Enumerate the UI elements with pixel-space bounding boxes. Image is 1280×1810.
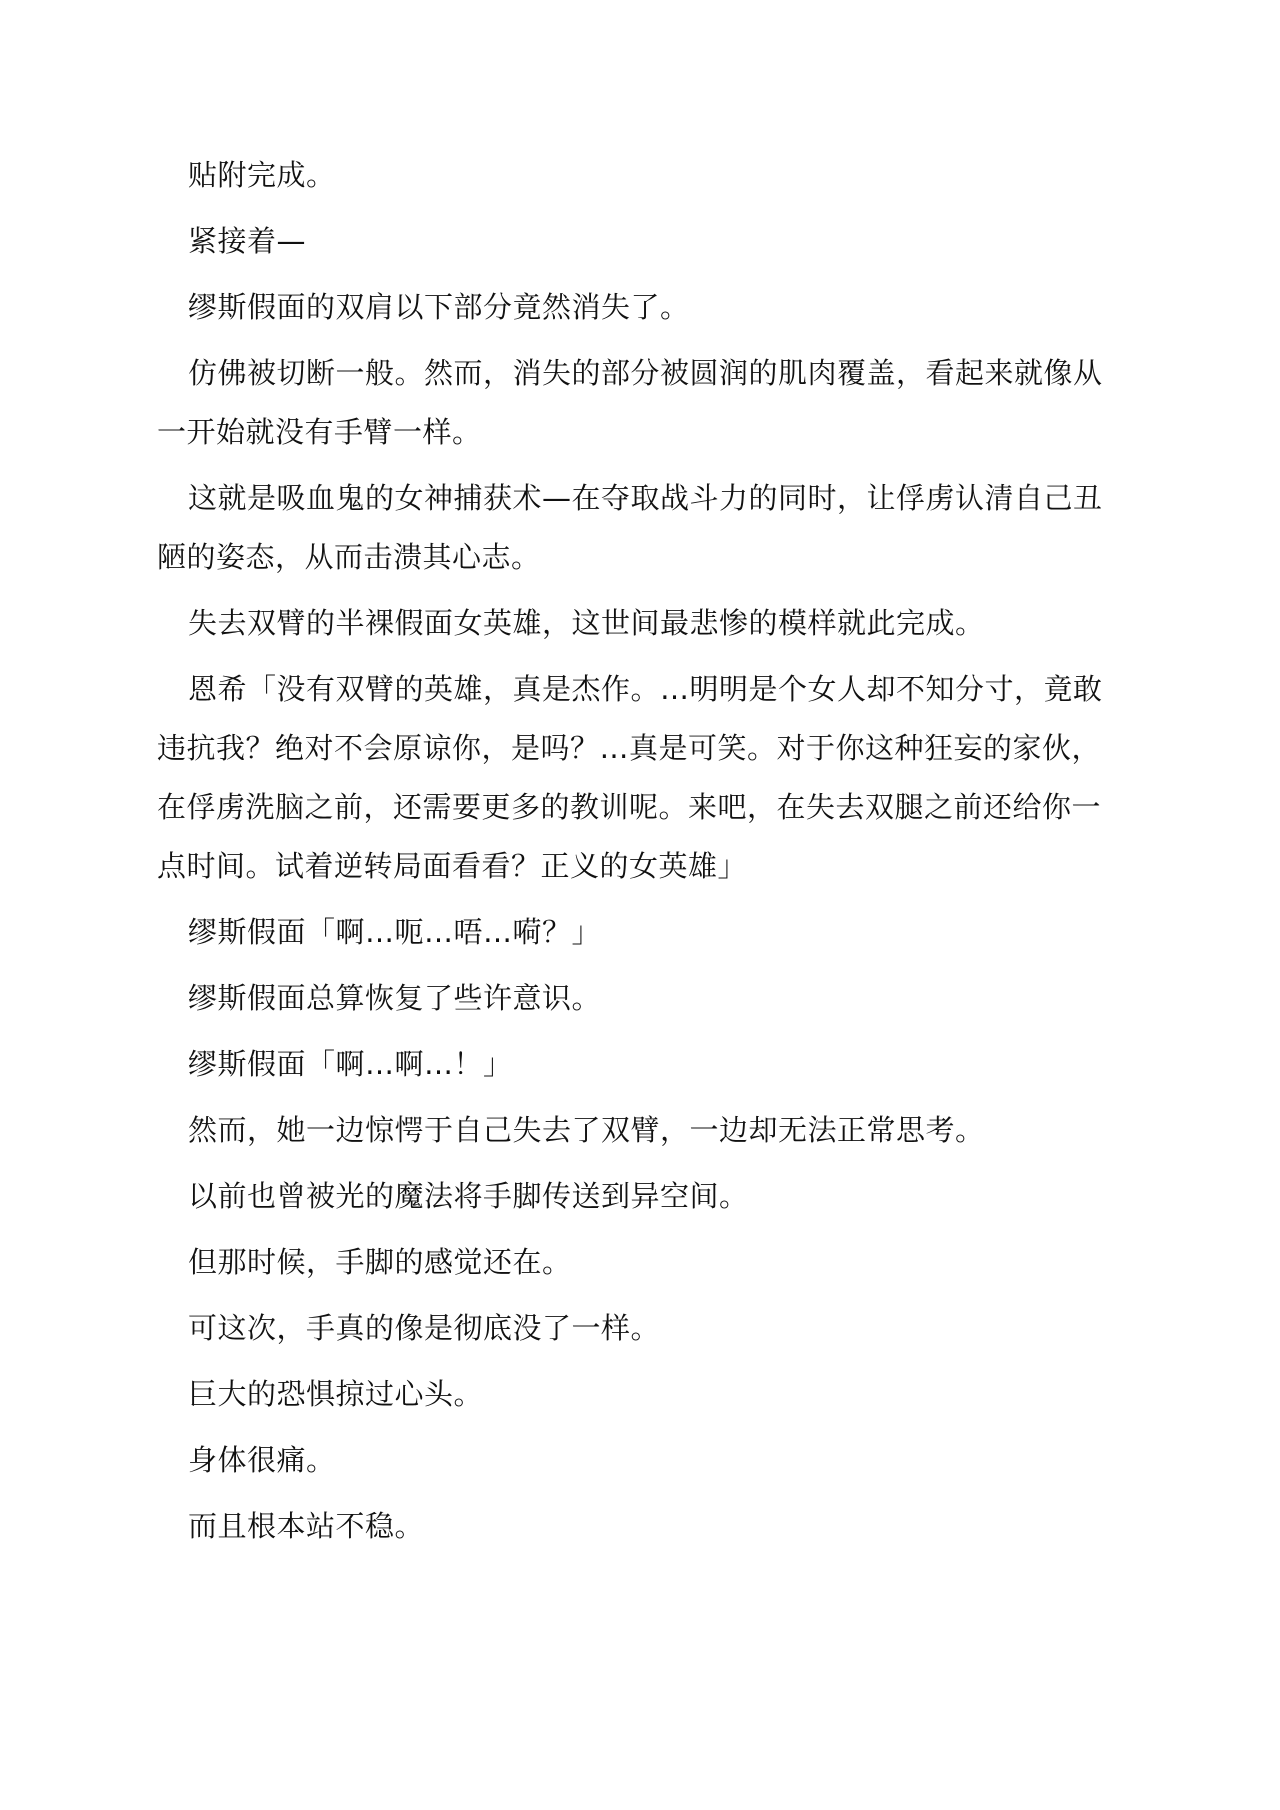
paragraph — [157, 212, 1147, 271]
paragraph-line: 失去双臂的半裸假面女英雄，这世间最悲惨的模样就此完成。 — [188, 606, 985, 640]
paragraph-line: 缪斯假面「啊…呃…唔…嗬？」 — [188, 915, 602, 949]
paragraph — [157, 1167, 1147, 1226]
paragraph — [157, 660, 1147, 896]
paragraph-line: 但那时候，手脚的感觉还在。 — [188, 1245, 572, 1279]
paragraph-line: 可这次，手真的像是彻底没了一样。 — [188, 1311, 661, 1345]
paragraph-line: 以前也曾被光的魔法将手脚传送到异空间。 — [188, 1179, 749, 1213]
paragraph-line: 一开始就没有手臂一样。 — [157, 415, 482, 449]
paragraph-line: 紧接着— — [188, 224, 307, 258]
paragraph — [157, 1431, 1147, 1490]
document-page — [157, 146, 1147, 1563]
paragraph — [157, 1299, 1147, 1358]
paragraph — [157, 1035, 1147, 1094]
paragraph-line: 巨大的恐惧掠过心头。 — [188, 1377, 484, 1411]
paragraph-line: 在俘虏洗脑之前，还需要更多的教训呢。来吧，在失去双腿之前还给你一 — [157, 790, 1102, 824]
paragraph — [157, 1365, 1147, 1424]
paragraph-line: 仿佛被切断一般。然而，消失的部分被圆润的肌肉覆盖，看起来就像从 — [188, 356, 1103, 390]
paragraph-line: 陋的姿态，从而击溃其心志。 — [157, 540, 541, 574]
paragraph — [157, 146, 1147, 205]
paragraph-line: 贴附完成。 — [188, 158, 336, 192]
paragraph-line: 然而，她一边惊愕于自己失去了双臂，一边却无法正常思考。 — [188, 1113, 985, 1147]
paragraph — [157, 594, 1147, 653]
paragraph — [157, 469, 1147, 587]
paragraph — [157, 344, 1147, 462]
paragraph-line: 违抗我？绝对不会原谅你，是吗？…真是可笑。对于你这种狂妄的家伙， — [157, 731, 1102, 765]
paragraph-line: 而且根本站不稳。 — [188, 1509, 425, 1543]
paragraph — [157, 1101, 1147, 1160]
paragraph-line: 缪斯假面的双肩以下部分竟然消失了。 — [188, 290, 690, 324]
paragraph — [157, 969, 1147, 1028]
paragraph-line: 缪斯假面总算恢复了些许意识。 — [188, 981, 602, 1015]
paragraph — [157, 1233, 1147, 1292]
paragraph-line: 缪斯假面「啊…啊…！」 — [188, 1047, 513, 1081]
paragraph-line: 点时间。试着逆转局面看看？正义的女英雄」 — [157, 849, 748, 883]
paragraph — [157, 903, 1147, 962]
paragraph-line: 恩希「没有双臂的英雄，真是杰作。…明明是个女人却不知分寸，竟敢 — [188, 672, 1103, 706]
paragraph — [157, 278, 1147, 337]
paragraph-line: 这就是吸血鬼的女神捕获术—在夺取战斗力的同时，让俘虏认清自己丑 — [188, 481, 1103, 515]
paragraph-line: 身体很痛。 — [188, 1443, 336, 1477]
paragraph — [157, 1497, 1147, 1556]
